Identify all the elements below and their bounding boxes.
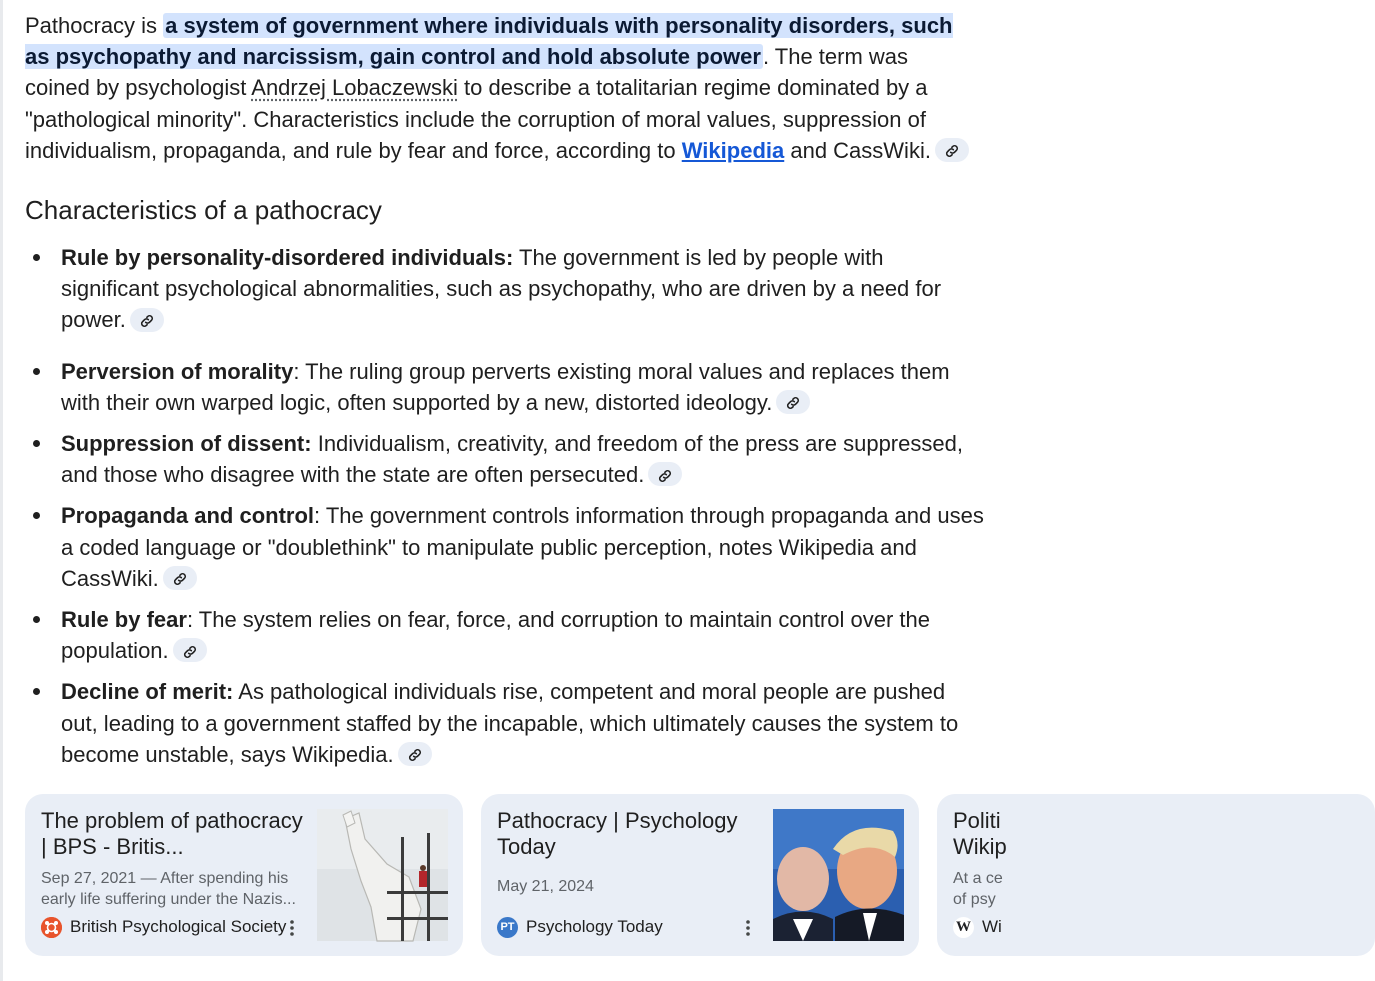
bullet-term: Perversion of morality	[61, 358, 294, 384]
more-options-icon[interactable]	[743, 918, 753, 938]
bps-logo-icon	[41, 917, 62, 938]
source-cards-carousel	[25, 794, 1007, 956]
section-title: Characteristics of a pathocracy	[25, 195, 382, 225]
bullet-term: Propaganda and control	[61, 503, 315, 529]
bullet-term: Decline of merit:	[61, 679, 234, 705]
link-icon	[182, 644, 198, 660]
citation-link-chip[interactable]	[776, 390, 810, 414]
list-item	[25, 242, 985, 336]
list-item	[25, 500, 985, 594]
bullet-dot	[33, 512, 40, 519]
bullet-term: Suppression of dissent:	[61, 431, 312, 457]
citation-link-chip[interactable]	[173, 638, 207, 662]
card-snippet: At a ce of psy	[953, 870, 1003, 908]
source-name: British Psychological Society	[70, 917, 287, 936]
citation-link-chip[interactable]	[398, 742, 432, 766]
source-card-psychology-today[interactable]	[481, 794, 919, 956]
card-source	[953, 916, 1203, 938]
bullet-text: : The government controls information through propaganda and uses a coded language or "doublethink" to manipulate public perception, notes Wikipedia and CassWiki.	[61, 503, 984, 591]
intro-text: and CassWiki.	[784, 137, 931, 163]
card-thumbnail-photo[interactable]	[773, 809, 904, 941]
citation-link-chip[interactable]	[648, 462, 682, 486]
list-item	[25, 604, 985, 666]
card-title[interactable]: Pathocracy | Psychology Today	[497, 808, 738, 859]
intro-text: . The term was coined by psychologist	[25, 44, 909, 101]
bullet-text: : The ruling group perverts existing moral values and replaces them with their own warped logic, often supported by a new, distorted ideology.	[61, 358, 950, 415]
list-item	[25, 356, 985, 418]
link-icon	[139, 313, 155, 329]
card-title[interactable]: Politi Wikip	[953, 808, 1007, 859]
bullet-term: Rule by fear	[61, 607, 187, 633]
source-name: Psychology Today	[526, 917, 663, 936]
intro-text: to describe a totalitarian regime dominated by a "pathological minority". Characteristics include the corruption of moral values, suppression of individualism, propaganda, and rule by fear and force, according to	[25, 75, 928, 163]
more-options-icon[interactable]	[287, 918, 297, 938]
left-divider	[0, 0, 3, 981]
bullet-dot	[33, 368, 40, 375]
bps-emblem-icon	[41, 917, 62, 938]
link-icon	[407, 747, 423, 763]
characteristics-list	[25, 242, 985, 780]
citation-link-chip[interactable]	[130, 308, 164, 332]
intro-highlight: a system of government where individuals with personality disorders, such as psychopathy and narcissism, gain control and hold absolute power	[25, 13, 953, 70]
citation-link-chip[interactable]	[163, 566, 197, 590]
intro-lead: Pathocracy is	[25, 13, 164, 38]
card-source	[41, 916, 291, 938]
card-date: May 21, 2024	[497, 878, 594, 895]
bullet-term: Rule by personality-disordered individuals:	[61, 245, 514, 270]
list-item	[25, 676, 985, 770]
card-snippet: Sep 27, 2021 — After spending his early life suffering under the Nazis...	[41, 870, 296, 908]
wikipedia-link[interactable]: Wikipedia	[681, 137, 785, 163]
source-card-bps[interactable]	[25, 794, 463, 956]
citation-link-chip[interactable]	[935, 138, 969, 162]
bullet-dot	[33, 616, 40, 623]
bullet-dot	[33, 440, 40, 447]
link-icon	[785, 395, 801, 411]
intro-paragraph	[25, 10, 975, 166]
link-icon	[172, 571, 188, 587]
source-name: Wi	[982, 917, 1002, 936]
bullet-text: Individualism, creativity, and freedom of the press are suppressed, and those who disagree with the state are often persecuted.	[61, 431, 963, 488]
bullet-text: The government is led by people with significant psychological abnormalities, such as psychopathy, who are driven by a need for power.	[61, 245, 942, 333]
psychology-today-logo-icon: PT	[497, 917, 518, 938]
bullet-text: As pathological individuals rise, competent and moral people are pushed out, leading to a government staffed by the incapable, which ultimately causes the system to become unstable, says Wikipedia.	[61, 679, 959, 767]
source-card-wikipedia[interactable]	[937, 794, 1375, 956]
statue-image	[317, 809, 448, 941]
card-source	[497, 916, 747, 938]
wikipedia-logo-icon: W	[953, 917, 974, 938]
bullet-dot	[33, 254, 40, 261]
portrait-photo	[773, 809, 904, 941]
list-item	[25, 428, 985, 490]
bullet-dot	[33, 688, 40, 695]
person-term[interactable]: Andrzej Lobaczewski	[251, 75, 458, 101]
link-icon	[657, 468, 673, 484]
link-icon	[944, 143, 960, 159]
card-thumbnail-statue[interactable]	[317, 809, 448, 941]
bullet-text: : The system relies on fear, force, and corruption to maintain control over the population.	[61, 607, 931, 664]
card-title[interactable]: The problem of pathocracy | BPS - Britis...	[41, 808, 303, 859]
